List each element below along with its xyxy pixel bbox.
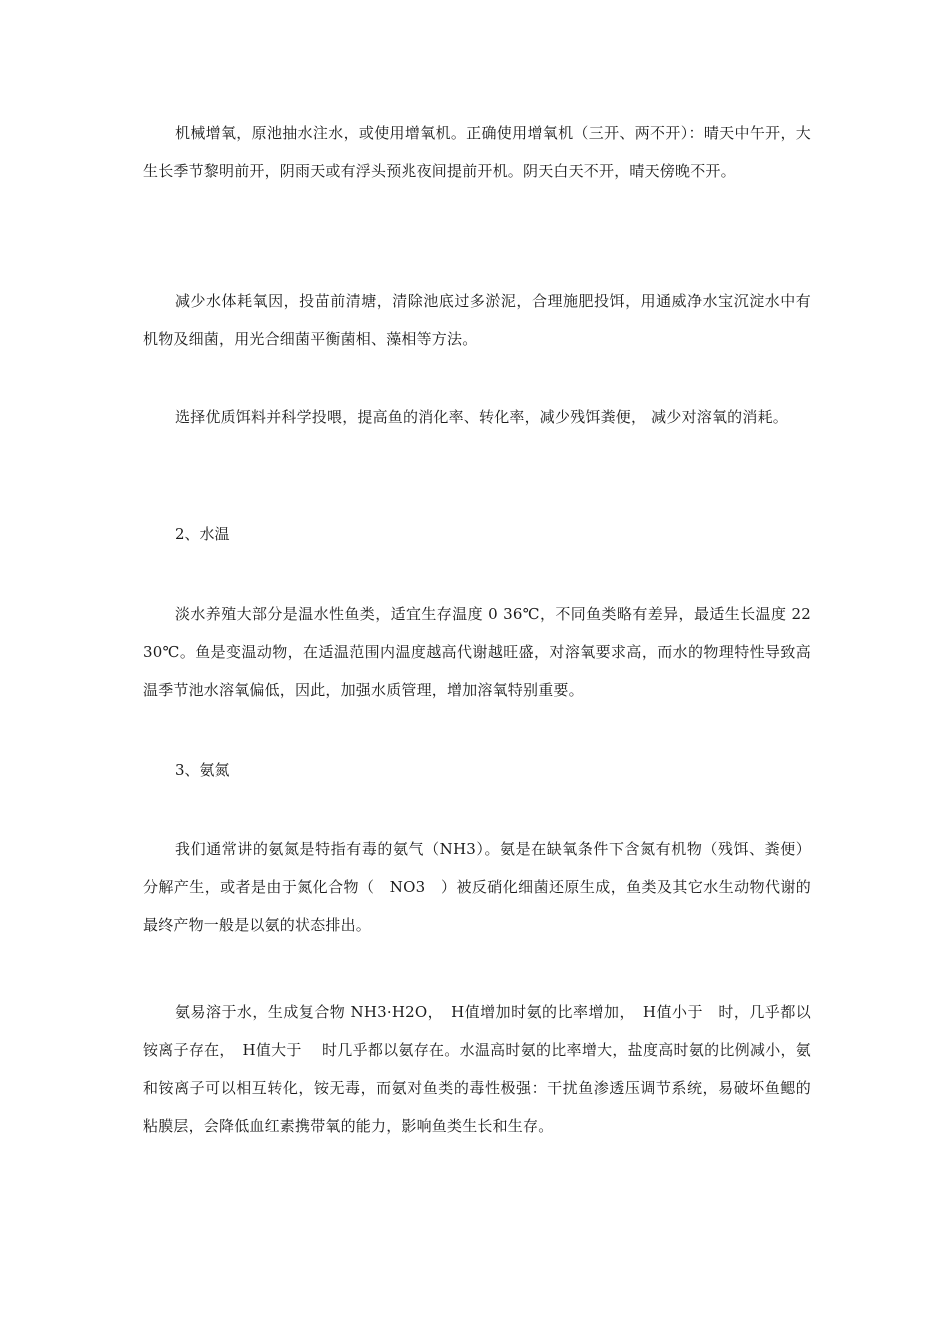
- paragraph-feed-selection: 选择优质饵料并科学投喂，提高鱼的消化率、转化率，减少残饵粪便， 减少对溶氧的消耗。: [175, 408, 788, 426]
- section-heading-ammonia-nitrogen: 3、氨氮: [175, 761, 230, 779]
- paragraph-ammonia-definition: 我们通常讲的氨氮是特指有毒的氨气（NH3）。氨是在缺氧条件下含氮有机物（残饵、粪便）分解产生，或者是由于氮化合物（ NO3 ）被反硝化细菌还原生成，鱼类及其它水生动物代谢的最终产物一般是以氨的状态排出。: [143, 840, 811, 934]
- section-heading-water-temperature: 2、水温: [175, 525, 230, 543]
- paragraph-reduce-oxygen-consumption: 减少水体耗氧因，投苗前清塘，清除池底过多淤泥，合理施肥投饵，用通威净水宝沉淀水中有机物及细菌，用光合细菌平衡菌相、藻相等方法。: [143, 292, 811, 348]
- paragraph-ammonia-solubility: 氨易溶于水，生成复合物 NH3·H2O， H值增加时氨的比率增加， H值小于 时，几乎都以铵离子存在， H值大于 时几乎都以氨存在。水温高时氨的比率增大，盐度高时氨的比例减小，氨和铵离子可以相互转化，铵无毒，而氨对鱼类的毒性极强：干扰鱼渗透压调节系统，易破坏鱼鳃的粘膜层，会降低血红素携带氧的能力，影响鱼类生长和生存。: [143, 1003, 811, 1135]
- paragraph-water-temperature: 淡水养殖大部分是温水性鱼类，适宜生存温度 0 36℃，不同鱼类略有差异，最适生长温度 22 30℃。鱼是变温动物，在适温范围内温度越高代谢越旺盛，对溶氧要求高，而水的物理特性导致高温季节池水溶氧偏低，因此，加强水质管理，增加溶氧特别重要。: [143, 605, 811, 699]
- paragraph-mechanical-aeration: 机械增氧，原池抽水注水，或使用增氧机。正确使用增氧机（三开、两不开）：晴天中午开，大生长季节黎明前开，阴雨天或有浮头预兆夜间提前开机。阴天白天不开，晴天傍晚不开。: [143, 124, 811, 180]
